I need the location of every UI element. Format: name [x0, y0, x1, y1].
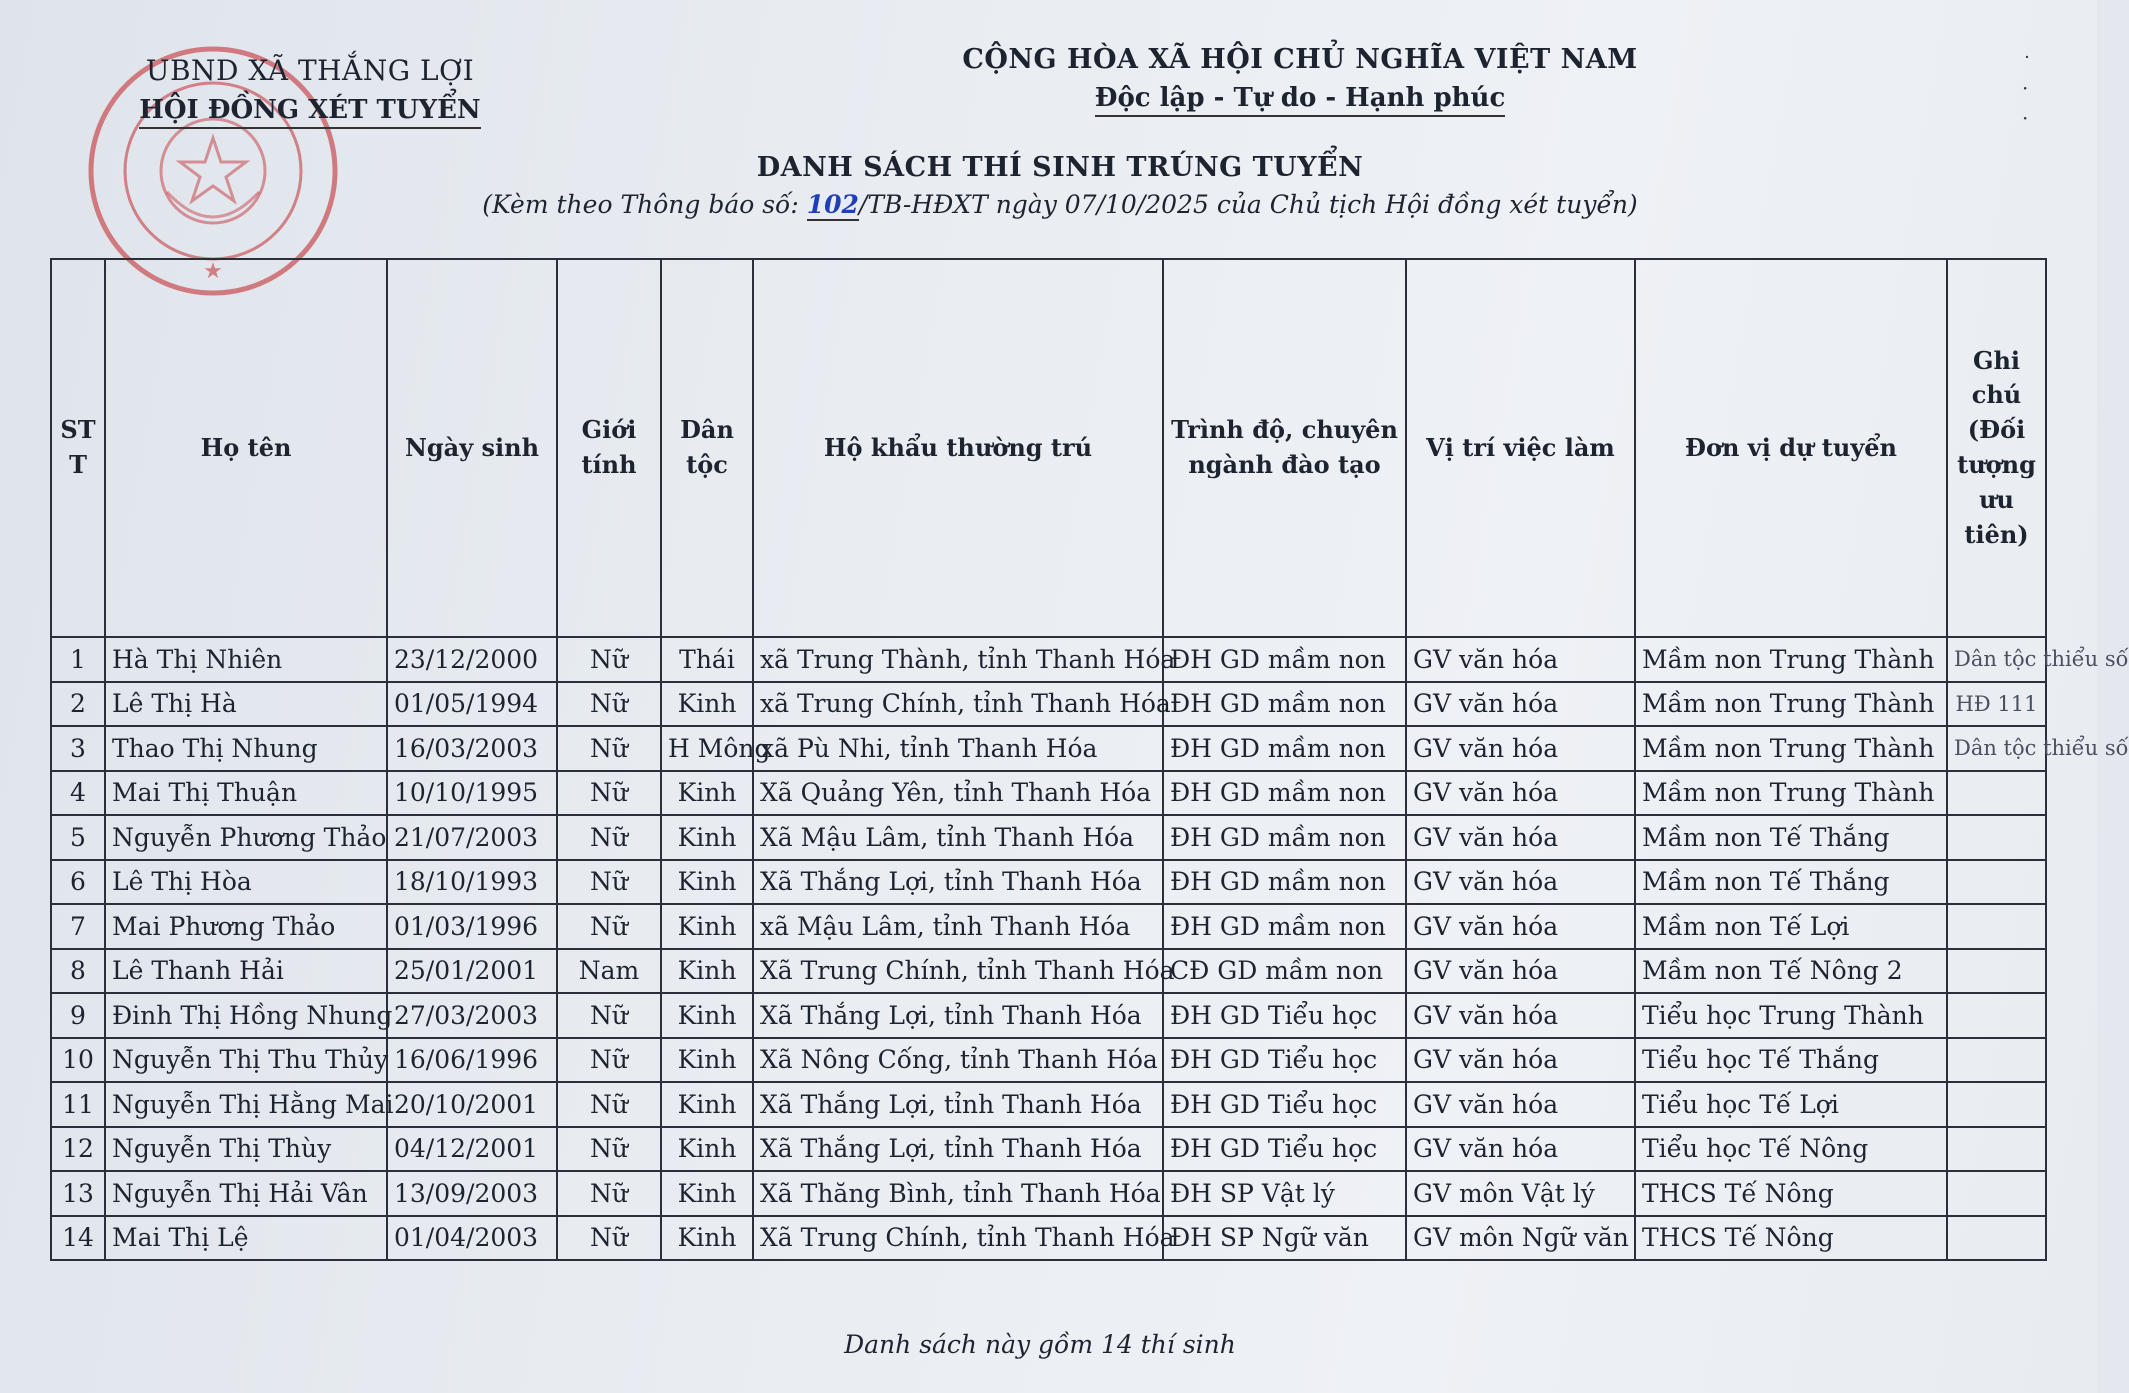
cell-dob: 25/01/2001	[387, 949, 557, 994]
cell-ethnicity: Thái	[661, 637, 753, 682]
table-row	[51, 1171, 2046, 1216]
svg-text:★: ★	[203, 259, 223, 284]
document-subtitle	[460, 190, 1660, 219]
cell-name: Nguyễn Thị Hải Vân	[105, 1171, 387, 1216]
cell-unit: Mầm non Tế Nông 2	[1635, 949, 1947, 994]
cell-position: GV môn Vật lý	[1406, 1171, 1635, 1216]
cell-gender: Nữ	[557, 682, 661, 727]
cell-note	[1947, 815, 2046, 860]
cell-gender: Nữ	[557, 1216, 661, 1261]
cell-gender: Nữ	[557, 993, 661, 1038]
cell-stt: 2	[51, 682, 105, 727]
cell-qualification: ĐH GD Tiểu học	[1163, 1082, 1406, 1127]
cell-unit: Tiểu học Tế Lợi	[1635, 1082, 1947, 1127]
cell-gender: Nữ	[557, 1127, 661, 1172]
cell-stt: 12	[51, 1127, 105, 1172]
cell-note	[1947, 904, 2046, 949]
cell-residence: xã Trung Thành, tỉnh Thanh Hóa	[753, 637, 1163, 682]
cell-dob: 01/03/1996	[387, 904, 557, 949]
cell-stt: 4	[51, 771, 105, 816]
cell-position: GV văn hóa	[1406, 1082, 1635, 1127]
cell-dob: 10/10/1995	[387, 771, 557, 816]
cell-stt: 8	[51, 949, 105, 994]
column-header: Vị trí việc làm	[1406, 259, 1635, 637]
cell-unit: THCS Tế Nông	[1635, 1171, 1947, 1216]
cell-position: GV văn hóa	[1406, 949, 1635, 994]
cell-stt: 10	[51, 1038, 105, 1083]
cell-ethnicity: Kinh	[661, 1038, 753, 1083]
cell-name: Nguyễn Thị Thu Thủy	[105, 1038, 387, 1083]
cell-dob: 21/07/2003	[387, 815, 557, 860]
cell-name: Mai Thị Lệ	[105, 1216, 387, 1261]
cell-residence: Xã Nông Cống, tỉnh Thanh Hóa	[753, 1038, 1163, 1083]
national-motto: Độc lập - Tự do - Hạnh phúc	[1095, 83, 1506, 117]
cell-qualification: ĐH GD mầm non	[1163, 771, 1406, 816]
cell-gender: Nữ	[557, 815, 661, 860]
cell-note	[1947, 949, 2046, 994]
cell-stt: 13	[51, 1171, 105, 1216]
column-header: ST T	[51, 259, 105, 637]
cell-ethnicity: Kinh	[661, 993, 753, 1038]
cell-unit: Mầm non Tế Thắng	[1635, 815, 1947, 860]
cell-note: HĐ 111	[1947, 682, 2046, 727]
cell-stt: 6	[51, 860, 105, 905]
subtitle-suffix: /TB-HĐXT ngày 07/10/2025 của Chủ tịch Hội đồng xét tuyển)	[858, 190, 1638, 219]
table-row	[51, 771, 2046, 816]
table-row	[51, 1038, 2046, 1083]
column-header: Ngày sinh	[387, 259, 557, 637]
cell-residence: Xã Mậu Lâm, tỉnh Thanh Hóa	[753, 815, 1163, 860]
margin-mark: ·	[2022, 106, 2029, 130]
cell-name: Nguyễn Thị Hằng Mai	[105, 1082, 387, 1127]
cell-stt: 11	[51, 1082, 105, 1127]
table-row	[51, 1082, 2046, 1127]
cell-gender: Nữ	[557, 1038, 661, 1083]
cell-position: GV văn hóa	[1406, 815, 1635, 860]
table-row	[51, 815, 2046, 860]
cell-ethnicity: Kinh	[661, 904, 753, 949]
margin-mark: ·	[2022, 76, 2029, 100]
document-title: DANH SÁCH THÍ SINH TRÚNG TUYỂN	[756, 152, 1364, 183]
document-footer-note: Danh sách này gồm 14 thí sinh	[844, 1330, 1236, 1359]
cell-dob: 01/05/1994	[387, 682, 557, 727]
column-header: Hộ khẩu thường trú	[753, 259, 1163, 637]
cell-qualification: ĐH GD mầm non	[1163, 815, 1406, 860]
cell-qualification: ĐH GD Tiểu học	[1163, 1127, 1406, 1172]
cell-name: Lê Thanh Hải	[105, 949, 387, 994]
cell-stt: 5	[51, 815, 105, 860]
cell-residence: Xã Thăng Bình, tỉnh Thanh Hóa	[753, 1171, 1163, 1216]
cell-position: GV môn Ngữ văn	[1406, 1216, 1635, 1261]
cell-residence: Xã Trung Chính, tỉnh Thanh Hóa	[753, 949, 1163, 994]
cell-qualification: ĐH SP Ngữ văn	[1163, 1216, 1406, 1261]
cell-unit: Mầm non Tế Lợi	[1635, 904, 1947, 949]
cell-residence: Xã Thắng Lợi, tỉnh Thanh Hóa	[753, 860, 1163, 905]
cell-ethnicity: Kinh	[661, 1127, 753, 1172]
cell-note	[1947, 993, 2046, 1038]
council-name: HỘI ĐỒNG XÉT TUYỂN	[139, 95, 480, 129]
cell-gender: Nữ	[557, 726, 661, 771]
cell-unit: Mầm non Trung Thành	[1635, 682, 1947, 727]
table-row	[51, 904, 2046, 949]
cell-residence: xã Mậu Lâm, tỉnh Thanh Hóa	[753, 904, 1163, 949]
cell-note	[1947, 1082, 2046, 1127]
cell-note	[1947, 1038, 2046, 1083]
cell-unit: THCS Tế Nông	[1635, 1216, 1947, 1261]
cell-note: Dân tộc thiểu số	[1947, 726, 2046, 771]
cell-stt: 1	[51, 637, 105, 682]
cell-position: GV văn hóa	[1406, 1127, 1635, 1172]
cell-stt: 3	[51, 726, 105, 771]
cell-dob: 13/09/2003	[387, 1171, 557, 1216]
cell-residence: Xã Thắng Lợi, tỉnh Thanh Hóa	[753, 1082, 1163, 1127]
cell-dob: 01/04/2003	[387, 1216, 557, 1261]
table-row	[51, 1127, 2046, 1172]
cell-gender: Nữ	[557, 1171, 661, 1216]
cell-name: Hà Thị Nhiên	[105, 637, 387, 682]
cell-unit: Mầm non Trung Thành	[1635, 726, 1947, 771]
table-row	[51, 1216, 2046, 1261]
cell-dob: 20/10/2001	[387, 1082, 557, 1127]
cell-stt: 9	[51, 993, 105, 1038]
cell-dob: 18/10/1993	[387, 860, 557, 905]
table-row	[51, 949, 2046, 994]
cell-unit: Tiểu học Trung Thành	[1635, 993, 1947, 1038]
cell-gender: Nữ	[557, 904, 661, 949]
cell-name: Nguyễn Thị Thùy	[105, 1127, 387, 1172]
cell-ethnicity: Kinh	[661, 771, 753, 816]
cell-gender: Nữ	[557, 1082, 661, 1127]
cell-position: GV văn hóa	[1406, 860, 1635, 905]
cell-qualification: ĐH SP Vật lý	[1163, 1171, 1406, 1216]
cell-position: GV văn hóa	[1406, 904, 1635, 949]
cell-unit: Tiểu học Tế Nông	[1635, 1127, 1947, 1172]
cell-residence: Xã Trung Chính, tỉnh Thanh Hóa	[753, 1216, 1163, 1261]
column-header: Đơn vị dự tuyển	[1635, 259, 1947, 637]
cell-unit: Tiểu học Tế Thắng	[1635, 1038, 1947, 1083]
cell-qualification: ĐH GD mầm non	[1163, 904, 1406, 949]
table-row	[51, 637, 2046, 682]
issuing-authority-block	[120, 54, 500, 129]
cell-name: Lê Thị Hà	[105, 682, 387, 727]
cell-residence: Xã Thắng Lợi, tỉnh Thanh Hóa	[753, 1127, 1163, 1172]
cell-stt: 14	[51, 1216, 105, 1261]
country-name: CỘNG HÒA XÃ HỘI CHỦ NGHĨA VIỆT NAM	[962, 44, 1638, 75]
cell-note	[1947, 1127, 2046, 1172]
cell-gender: Nữ	[557, 771, 661, 816]
cell-position: GV văn hóa	[1406, 637, 1635, 682]
cell-dob: 16/03/2003	[387, 726, 557, 771]
authority-name: UBND XÃ THẮNG LỢI	[145, 54, 475, 87]
cell-qualification: CĐ GD mầm non	[1163, 949, 1406, 994]
cell-position: GV văn hóa	[1406, 682, 1635, 727]
column-header: Trình độ, chuyên ngành đào tạo	[1163, 259, 1406, 637]
cell-residence: Xã Quảng Yên, tỉnh Thanh Hóa	[753, 771, 1163, 816]
table-row	[51, 860, 2046, 905]
cell-ethnicity: Kinh	[661, 949, 753, 994]
margin-mark: ˙	[2022, 52, 2032, 76]
cell-residence: xã Pù Nhi, tỉnh Thanh Hóa	[753, 726, 1163, 771]
cell-qualification: ĐH GD mầm non	[1163, 682, 1406, 727]
column-header: Giới tính	[557, 259, 661, 637]
cell-ethnicity: Kinh	[661, 860, 753, 905]
cell-ethnicity: Kinh	[661, 1216, 753, 1261]
column-header: Dân tộc	[661, 259, 753, 637]
cell-gender: Nữ	[557, 637, 661, 682]
cell-stt: 7	[51, 904, 105, 949]
cell-name: Mai Thị Thuận	[105, 771, 387, 816]
cell-note	[1947, 1216, 2046, 1261]
cell-qualification: ĐH GD Tiểu học	[1163, 1038, 1406, 1083]
cell-name: Đinh Thị Hồng Nhung	[105, 993, 387, 1038]
cell-note	[1947, 1171, 2046, 1216]
cell-residence: Xã Thắng Lợi, tỉnh Thanh Hóa	[753, 993, 1163, 1038]
column-header: Họ tên	[105, 259, 387, 637]
table-row	[51, 726, 2046, 771]
national-motto-block	[960, 44, 1640, 117]
cell-unit: Mầm non Trung Thành	[1635, 771, 1947, 816]
cell-unit: Mầm non Trung Thành	[1635, 637, 1947, 682]
cell-unit: Mầm non Tế Thắng	[1635, 860, 1947, 905]
cell-note	[1947, 771, 2046, 816]
cell-qualification: ĐH GD mầm non	[1163, 860, 1406, 905]
notice-number: 102	[806, 190, 859, 219]
cell-position: GV văn hóa	[1406, 1038, 1635, 1083]
cell-ethnicity: H Mông	[661, 726, 753, 771]
cell-gender: Nam	[557, 949, 661, 994]
cell-note	[1947, 860, 2046, 905]
candidate-table	[50, 258, 2129, 1261]
cell-name: Thao Thị Nhung	[105, 726, 387, 771]
cell-dob: 16/06/1996	[387, 1038, 557, 1083]
cell-qualification: ĐH GD Tiểu học	[1163, 993, 1406, 1038]
cell-dob: 23/12/2000	[387, 637, 557, 682]
cell-gender: Nữ	[557, 860, 661, 905]
subtitle-prefix: (Kèm theo Thông báo số:	[482, 190, 807, 219]
cell-note: Dân tộc thiểu số	[1947, 637, 2046, 682]
cell-qualification: ĐH GD mầm non	[1163, 637, 1406, 682]
cell-ethnicity: Kinh	[661, 1082, 753, 1127]
cell-name: Mai Phương Thảo	[105, 904, 387, 949]
cell-position: GV văn hóa	[1406, 726, 1635, 771]
table-row	[51, 682, 2046, 727]
cell-ethnicity: Kinh	[661, 682, 753, 727]
cell-name: Lê Thị Hòa	[105, 860, 387, 905]
table-row	[51, 993, 2046, 1038]
cell-position: GV văn hóa	[1406, 993, 1635, 1038]
cell-position: GV văn hóa	[1406, 771, 1635, 816]
cell-ethnicity: Kinh	[661, 1171, 753, 1216]
table-header-row	[51, 259, 2046, 637]
column-header: Ghi chú (Đối tượng ưu tiên)	[1947, 259, 2046, 637]
cell-ethnicity: Kinh	[661, 815, 753, 860]
cell-residence: xã Trung Chính, tỉnh Thanh Hóa	[753, 682, 1163, 727]
cell-dob: 04/12/2001	[387, 1127, 557, 1172]
cell-name: Nguyễn Phương Thảo	[105, 815, 387, 860]
cell-dob: 27/03/2003	[387, 993, 557, 1038]
cell-qualification: ĐH GD mầm non	[1163, 726, 1406, 771]
